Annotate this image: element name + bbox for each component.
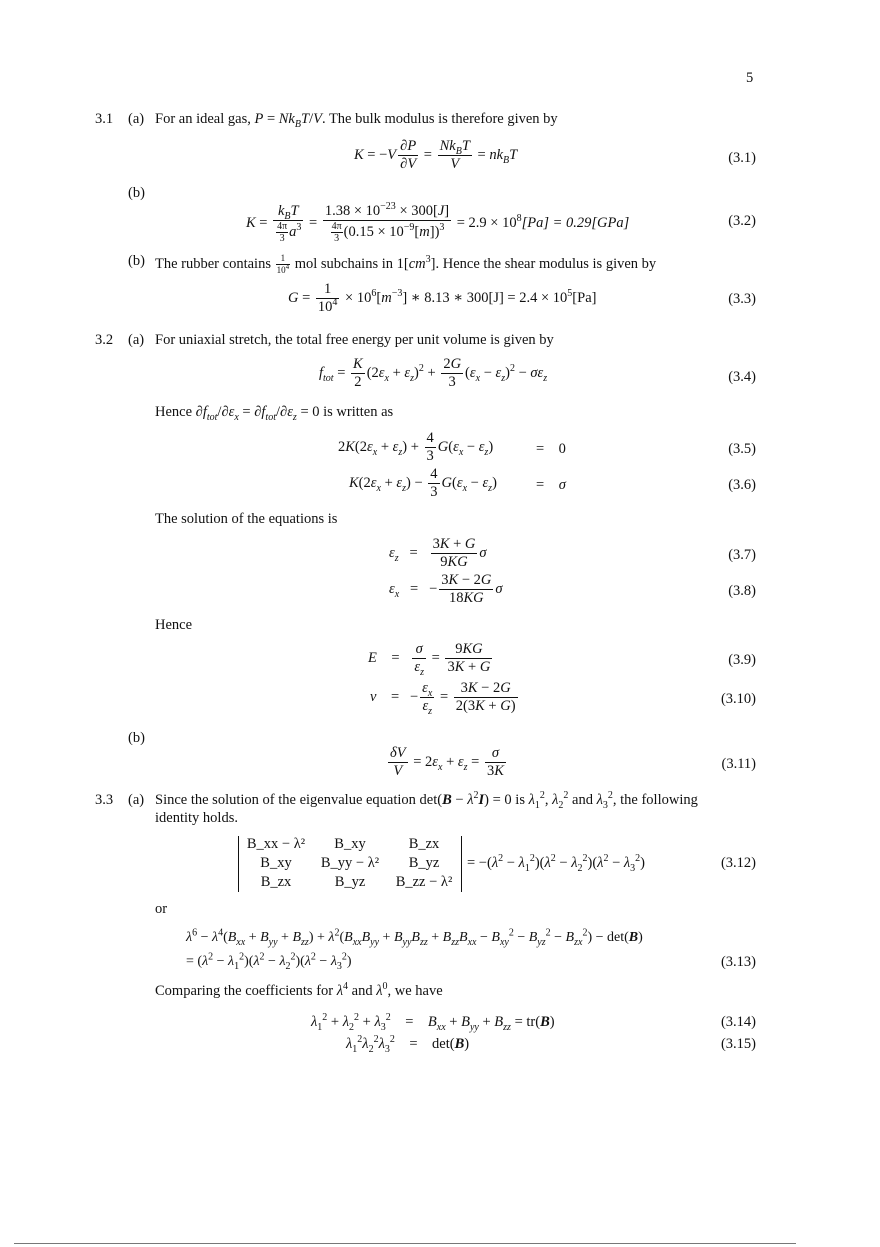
equation-3-12-rhs: = $-(\lambda^2 - \lambda_1^2)(\lambda^2 - \lambda_2^2)(\lambda^2 - \lambda_3^2)$ [467, 853, 645, 874]
matrix-row-3 [239, 874, 461, 891]
problem-3-3a-text: Since the solution of the eigenvalue equation $\det(B - \lambda^2I) = 0$ is $\lambda_1^2$, $\lambda_2^2$ and $\lambda_3^2$, the following [155, 790, 698, 811]
equation-number-3-3: (3.3) [728, 291, 756, 307]
matrix-cell: B_zx [408, 836, 440, 852]
problem-label-3-2: 3.2 [95, 332, 114, 348]
part-label-a: (a) [128, 111, 145, 127]
equation-3-13-line1: $\lambda^6 - \lambda^4(B_{xx} + B_{yy} + B_{zz}) + \lambda^2(B_{xx}B_{yy} + B_{yy}B_{zz} + B_{zz}B_{xx} - B_{xy}^2 - B_{yz}^2 - B_{zx}^2) - \det(B)$ [186, 927, 643, 948]
equation-3-6-rhs: = σ [536, 477, 566, 493]
problem-label-3-1: 3.1 [95, 111, 114, 127]
equation-number-3-5: (3.5) [728, 441, 756, 457]
equation-number-3-10: (3.10) [720, 691, 756, 707]
part-label-b-1: (b) [128, 185, 145, 201]
equation-3-13-line2: = $(\lambda^2 - \lambda_1^2)(\lambda^2 - \lambda_2^2)(\lambda^2 - \lambda_3^2)$ [186, 951, 352, 972]
equation-number-3-15: (3.15) [720, 1036, 756, 1052]
part-label-a-2: (a) [128, 332, 145, 348]
equation-3-5: $2K(2\varepsilon_x + \varepsilon_z)$ + $\frac{4}{3}$ $G(\varepsilon_x - \varepsilon_z)$ [338, 430, 494, 464]
equation-3-15: $\lambda_1^2\lambda_2^2\lambda_3^2$ = det(B) [346, 1034, 470, 1055]
matrix-cell: B_yz [408, 855, 440, 871]
matrix-row-2 [239, 855, 461, 872]
equation-number-3-4: (3.4) [728, 369, 756, 385]
problem-3-3-or-text: or [155, 901, 168, 917]
matrix-cell: B_yz [334, 874, 366, 890]
equation-number-3-2: (3.2) [728, 213, 756, 229]
matrix-row-1 [239, 836, 461, 853]
equation-3-11: $\frac{\delta V}{V}$ = $2\varepsilon_x + \varepsilon_z$ = $\frac{\sigma}{3K}$ [390, 745, 504, 779]
equation-number-3-13: (3.13) [720, 954, 756, 970]
equation-3-2: K = $k_BT$ $\frac{4\pi}{3}$ $a^3$ = $1.38 \times 10^{-23} \times 300[J]$ $\frac{4\pi}{3}$ $(0.15 \times 10^{-9}[m])^3$ = $2.9 \times 10^8[Pa] = 0.29[GPa]$ [246, 201, 630, 244]
equation-3-3: G = $\frac{1}{10^4}$ × $10^6[m^{-3}]$ ∗ 8.13 ∗ $300[J] = 2.4 \times 10^5[Pa]$ [288, 281, 597, 315]
problem-3-1b-text: The rubber contains $\frac{1}{10^4}$ mol subchains in $1[cm^3]$. Hence the shear modulus is given by [155, 253, 657, 275]
determinant-matrix [238, 836, 462, 892]
equation-number-3-9: (3.9) [728, 652, 756, 668]
footer-rule [14, 1243, 796, 1244]
equation-number-3-14: (3.14) [720, 1014, 756, 1030]
equation-number-3-1: (3.1) [728, 150, 756, 166]
equation-3-5-rhs: = 0 [536, 441, 566, 457]
problem-3-2-solution-text: The solution of the equations is [155, 511, 338, 527]
matrix-cell: B_xy [260, 855, 292, 871]
equation-number-3-12: (3.12) [720, 855, 756, 871]
part-label-b-2: (b) [128, 253, 145, 269]
equation-3-10: ν = − $\frac{\varepsilon_x}{\varepsilon_z}$ = $\frac{3K - 2G}{2(3K + G)}$ [370, 680, 516, 717]
part-label-b-3: (b) [128, 730, 145, 746]
equation-3-7: $\varepsilon_z$ = $\frac{3K + G}{9KG}$ σ [389, 536, 487, 570]
equation-3-9: E = $\frac{\sigma}{\varepsilon_z}$ = $\frac{9KG}{3K + G}$ [368, 641, 491, 678]
problem-3-2-hence2-text: Hence [155, 617, 193, 633]
equation-number-3-6: (3.6) [728, 477, 756, 493]
part-label-a-3: (a) [128, 792, 145, 808]
matrix-cell: B_zz − λ² [395, 874, 453, 890]
matrix-cell: B_yy − λ² [320, 855, 380, 871]
equation-3-1: K = −V $\frac{\partial P}{\partial V}$ = $\frac{Nk_BT}{V}$ = $nk_BT$ [354, 138, 518, 172]
problem-3-2-hence-text: Hence $\partial f_{tot}/\partial\varepsilon_x = \partial f_{tot}/\partial\varepsilon_z = 0$ is written as [155, 404, 394, 423]
problem-3-2a-text: For uniaxial stretch, the total free energy per unit volume is given by [155, 332, 554, 348]
equation-3-8: $\varepsilon_x$ = − $\frac{3K - 2G}{18KG}$ σ [389, 572, 503, 606]
matrix-cell: B_xx − λ² [246, 836, 306, 852]
matrix-cell: B_zx [260, 874, 292, 890]
page-number: 5 [746, 70, 754, 86]
equation-3-6: $K(2\varepsilon_x + \varepsilon_z)$ − $\frac{4}{3}$ $G(\varepsilon_x - \varepsilon_z)$ [349, 466, 497, 500]
problem-3-1a-text: For an ideal gas, $P = Nk_BT/V$. The bulk modulus is therefore given by [155, 111, 558, 130]
equation-number-3-11: (3.11) [721, 756, 756, 772]
equation-3-14: $\lambda_1^2 + \lambda_2^2 + \lambda_3^2$ = $B_{xx} + B_{yy} + B_{zz} = tr(B)$ [311, 1012, 555, 1033]
problem-label-3-3: 3.3 [95, 792, 114, 808]
equation-number-3-7: (3.7) [728, 547, 756, 563]
problem-3-3a-text-line2: identity holds. [155, 810, 238, 826]
problem-3-3-compare-text: Comparing the coefficients for $\lambda^4$ and $\lambda^0$, we have [155, 981, 443, 999]
equation-number-3-8: (3.8) [728, 583, 756, 599]
equation-3-4: $f_{tot}$ = $\frac{K}{2}$ $(2\varepsilon_x + \varepsilon_z)^2$ + $\frac{2G}{3}$ $(\varepsilon_x - \varepsilon_z)^2 - \sigma\varepsilon_z$ [319, 356, 548, 390]
matrix-cell: B_xy [334, 836, 366, 852]
